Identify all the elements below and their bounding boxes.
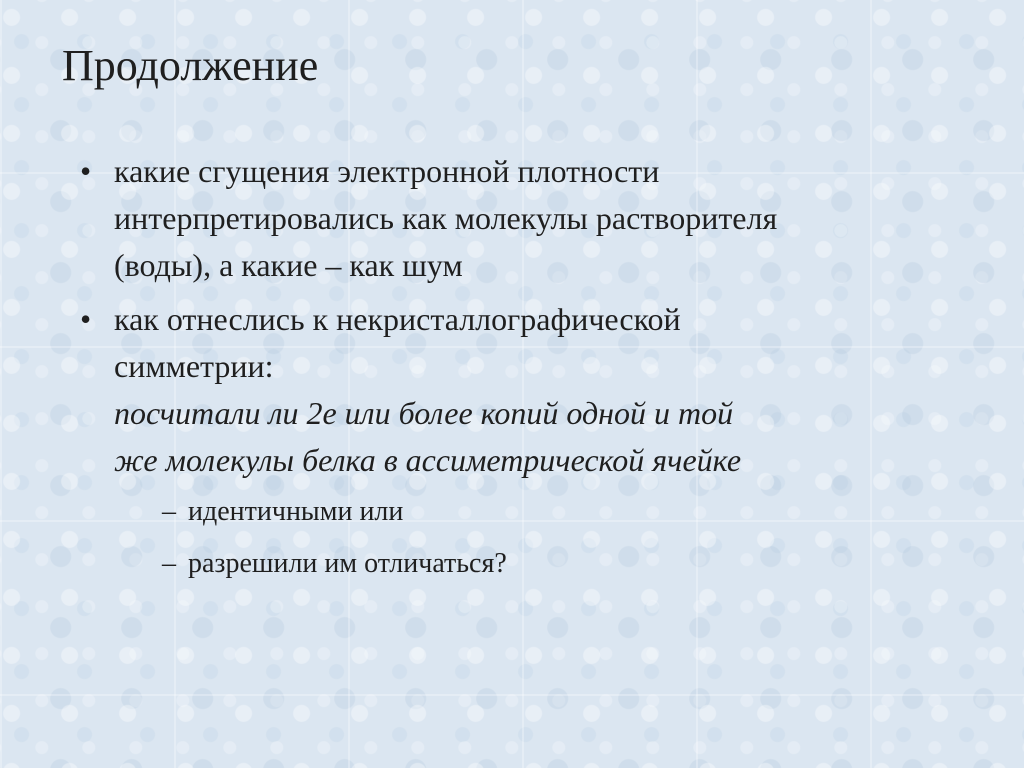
bullet-line: интерпретировались как молекулы растворителя [114,200,778,236]
italic-note-line: посчитали ли 2е или более копий одной и той [114,395,734,431]
dash-marker: – [162,548,176,579]
slide-title: Продолжение [62,41,319,90]
bullet-item [80,296,980,590]
bullet-line: (воды), а какие – как шум [114,247,463,283]
subitem-list [162,486,980,590]
bullet-line: как отнеслись к некристаллографической [114,301,681,337]
subitem-text: идентичными или [188,496,404,527]
bullet-text [114,296,980,590]
subitem [162,538,980,590]
bullet-line: какие сгущения электронной плотности [114,153,660,189]
bullet-marker: • [80,301,92,337]
subitem [162,486,980,538]
subitem-text: разрешили им отличаться? [188,548,507,579]
dash-marker: – [162,496,176,527]
bullet-text [114,148,980,289]
slide-content [80,148,980,597]
bullet-line: симметрии: [114,348,274,384]
bullet-item [80,148,980,289]
italic-note-line: же молекулы белка в ассиметрической ячейке [114,442,742,478]
bullet-marker: • [80,153,92,189]
